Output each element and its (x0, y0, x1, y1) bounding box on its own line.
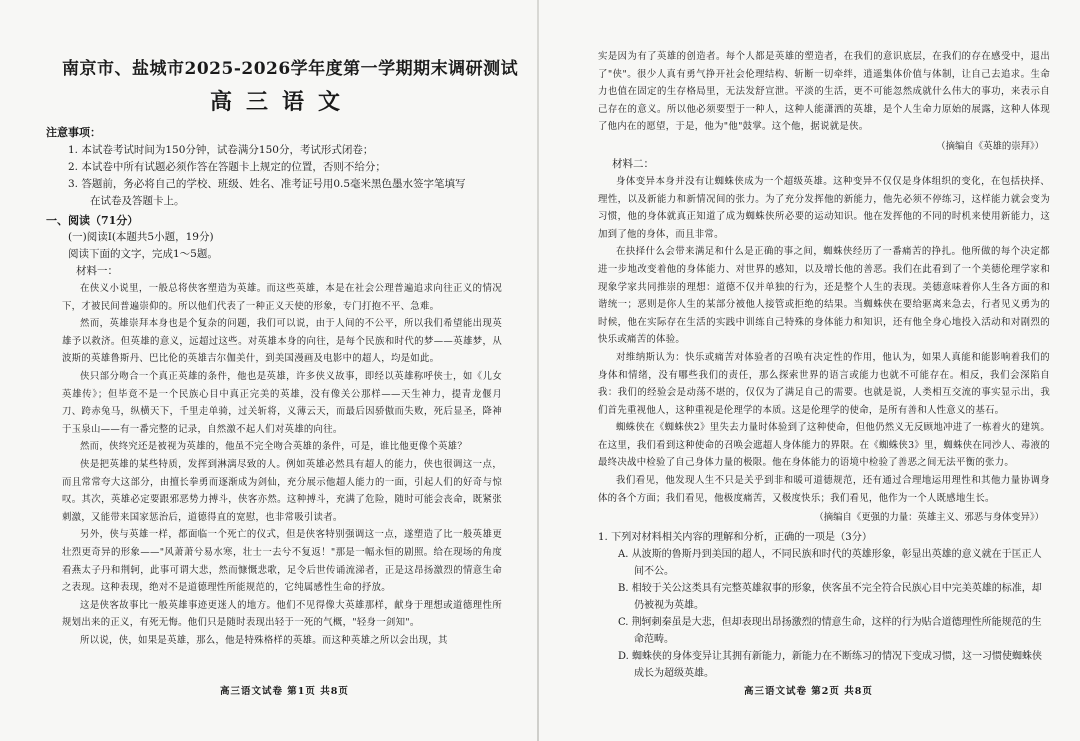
page-divider (537, 0, 539, 741)
option-a: A. 从波斯的鲁斯丹到美国的超人，不同民族和时代的英雄形象，彰显出英雄的意义就在于匡正人间不公。 (618, 549, 1042, 578)
passage-paragraph: 在抉择什么会带来满足和什么是正确的事之间，蜘蛛侠经历了一番痛苦的挣扎。他所做的每个决定都进一步地改变着他的身体能力、对世界的感知，以及增长他的善恶。我们在此看到了一个美德伦理学家和现象学家共同推崇的理想：道德不仅并单独的行为，还是整个人生的表现。美德意味着你人生各方面的和谐统一；恶则是你人生的某部分被他人接管或拒绝的结果。当蜘蛛侠在要给驱离来急去，行者见义勇为的时候，他在实际存在生活的实践中训练自己特殊的身体能力和知识，还有他全身心地投入活动和对剧烈的快乐或痛苦的体验。 (598, 246, 1050, 346)
sub-section-title: (一)阅读Ⅰ(本题共5小题，19分) (68, 231, 214, 243)
passage-paragraph: 然而，英雄崇拜本身也是个复杂的问题，我们可以说，由于人间的不公平，所以我们希望能出现英雄予以救济。但英雄的意义，远超过这些。对英雄本身的向往，是每个民族和时代的梦——英雄梦，从波斯的英雄鲁斯丹、巴比伦的英雄吉尔伽美什，到美国漫画及电影中的超人，均是如此。 (62, 318, 502, 365)
passage-paragraph: 侠只部分吻合一个真正英雄的条件，他也是英雄，许多侠义故事，即经以英雄称呼侠士，如《儿女英雄传》；但毕竟不是一个民族心目中真正完美的英雄，没有像关公那样——天生神力，提青龙偃月刀、跨赤兔马，纵横天下，千里走单骑，过关斩将，义薄云天，而最后因骄傲而失败，死后显圣，降神于玉泉山——有一番完整的记录，自然激不起人们对英雄的向往。 (62, 370, 502, 435)
note-3: 3. 答题前，务必将自己的学校、班级、姓名、准考证号用0.5毫米黑色墨水签字笔填写 (68, 178, 466, 190)
notes-title: 注意事项： (46, 126, 101, 139)
passage-paragraph: 所以说，侠，如果是英雄，那么，他是特殊格样的英雄。而这种英雄之所以会出现，其 (80, 634, 448, 646)
page-footer: 高三语文试卷 第2页 共8页 (744, 686, 873, 697)
note-1: 1. 本试卷考试时间为150分钟，试卷满分150分，考试形式闭卷； (68, 144, 374, 156)
source-citation: （摘编自《英雄的崇拜》） (936, 140, 1044, 152)
reading-instruction: 阅读下面的文字，完成1～5题。 (68, 248, 218, 260)
page-footer: 高三语文试卷 第1页 共8页 (220, 686, 349, 697)
passage-paragraph: 另外，侠与英雄一样，都面临一个死亡的仪式，但是侠客特别强调这一点，遂塑造了比一般英雄更壮烈更奇异的形象——"风萧萧兮易水寒，壮士一去兮不复返！"那是一幅永恒的剧照。给在现场的角度看燕太子丹和荆轲，此事可谓大悲，然而慷慨悲歌，足令后世传诵流涕者，正是这昂扬激烈的情意生命之表现。这种表现，绝对不是道德理性所能规范的，它纯属感性生命的抒放。 (62, 529, 502, 594)
passage-paragraph: 在侠义小说里，一般总将侠客塑造为英雄。而这些英雄，本是在社会公理普遍追求向往正义的情况下，才被民间普遍崇仰的。所以他们代表了一种正义天使的形象，专门打抱不平、急难。 (62, 283, 502, 312)
option-b: B. 相较于关公这类具有完整英雄叙事的形象，侠客虽不完全符合民族心目中完美英雄的标准，却仍被视为英雄。 (618, 583, 1042, 612)
passage-paragraph: 这是侠客故事比一般英雄事迹更迷人的地方。他们不见得像大英雄那样，献身于理想或道德理性所规划出来的正义，有死无悔。他们只是随时表现出轻于一死的气概，"轻身一剑知"。 (62, 599, 502, 629)
material-1-label: 材料一： (76, 265, 118, 277)
note-3-cont: 在试卷及答题卡上。 (90, 195, 185, 207)
exam-title: 南京市、盐城市2025-2026学年度第一学期期末调研测试 (62, 59, 519, 79)
passage-paragraph: 侠是把英雄的某些特质，发挥到淋漓尽致的人。例如英雄必然具有超人的能力，侠也很调这一点，而且常常夸大这部分，由擅长拳勇而逐渐成为剑仙，充分展示他超人能力的一面，引起人们的好奇与惊叹。其次，英雄必定要跟邪恶势力搏斗，侠客亦然。这种搏斗，充满了危险，随时可能会丧命，既紧张刺激，又能带来国家惩治后，道德得直的宽慰，也非常吸引读者。 (62, 458, 502, 523)
option-c: C. 荆轲刺秦虽是大悲，但却表现出昂扬激烈的情意生命，这样的行为贴合道德理性所能规范的生命范畴。 (618, 617, 1042, 646)
page-2 (540, 0, 1080, 741)
subject-title: 高三语文 (209, 89, 354, 115)
section-title: 一、阅读（71分） (46, 214, 139, 227)
passage-paragraph: 对维纳斯认为：快乐或痛苦对体验者的召唤有决定性的作用，他认为，如果人真能和能影响着我们的身体和情绪，没有哪些我们的责任，那么探索世界的语言或能力也就不可能存在。相反，我们会深陷自我：我们的经验会是动荡不堪的，仅仅为了满足自己的需要。也就是说，人类相互交流的事实显示出，我们首先重视他人，这种重视是伦理学的本质。这是伦理学的使命，是所有善和人性意义的基石。 (598, 351, 1050, 416)
question-1: 1. 下列对材料相关内容的理解和分析，正确的一项是（3分） (598, 532, 873, 544)
option-d: D. 蜘蛛侠的身体变异让其拥有新能力，新能力在不断练习的情况下变成习惯，这一习惯使蜘蛛侠成长为超级英雄。 (618, 651, 1043, 680)
material-2-label: 材料二： (612, 157, 654, 170)
passage-paragraph: 实是因为有了英雄的创造者。每个人都是英雄的塑造者，在我们的意识底层，在我们的存在感受中，退出了"侠"。很少人真有勇气挣开社会伦理结构、斩断一切牵绊，逍遥集体价值与体制，让自己去追求。生命力也值在固定的生存格局里，无法发舒宣泄。平淡的生活，更不可能忽然成就什么伟大的事功，来表示自己存在的意义。所以他必须要型于一种人，这种人能潇洒的英雄，是个人生命力原始的展露，这种人体现了他内在的愿望，于是，他为"他"鼓掌。这个他，据说就是侠。 (598, 51, 1050, 133)
passage-paragraph: 蜘蛛侠在《蜘蛛侠2》里失去力量时体验到了这种使命，但他仍然义无反顾地冲进了一栋着火的建筑。在这里，我们看到这种使命的召唤会遮超人身体能力的界限。在《蜘蛛侠3》里，蜘蛛侠在同沙人、毒液的最终决战中检验了自己身体力量的极限。他在身体能力的语境中检验了善恶之间无法平衡的张力。 (598, 422, 1050, 469)
passage-paragraph: 身体变异本身并没有让蜘蛛侠成为一个超级英雄。这种变异不仅仅是身体组织的变化，在包括抉择、理性，以及新能力和新情况间的张力。为了充分发挥他的新能力，他先必须不停练习，这样能力就会变为习惯，他的身体就真正知道了成为蜘蛛侠所必要的运动知识。他在发挥他的不同的时机来使用新能力，这加到了他的身体，而且非常。 (598, 175, 1050, 240)
passage-paragraph: 然而，侠终究还是被视为英雄的，他虽不完全吻合英雄的条件，可是，谁比他更像个英雄？ (80, 441, 468, 453)
note-2: 2. 本试卷中所有试题必须作答在答题卡上规定的位置，否则不给分； (68, 161, 386, 173)
source-citation: （摘编自《更强的力量：英雄主义、邪恶与身体变异》） (814, 512, 1044, 524)
passage-paragraph: 我们看见，他发现人生不只是关乎到非和暖可道德规范，还有通过合理地运用理性和其他力量协调身体的各个方面；我们看见，他极度痛苦，又极度快乐；我们看见，他作为一个人既感地生长。 (598, 475, 1050, 504)
